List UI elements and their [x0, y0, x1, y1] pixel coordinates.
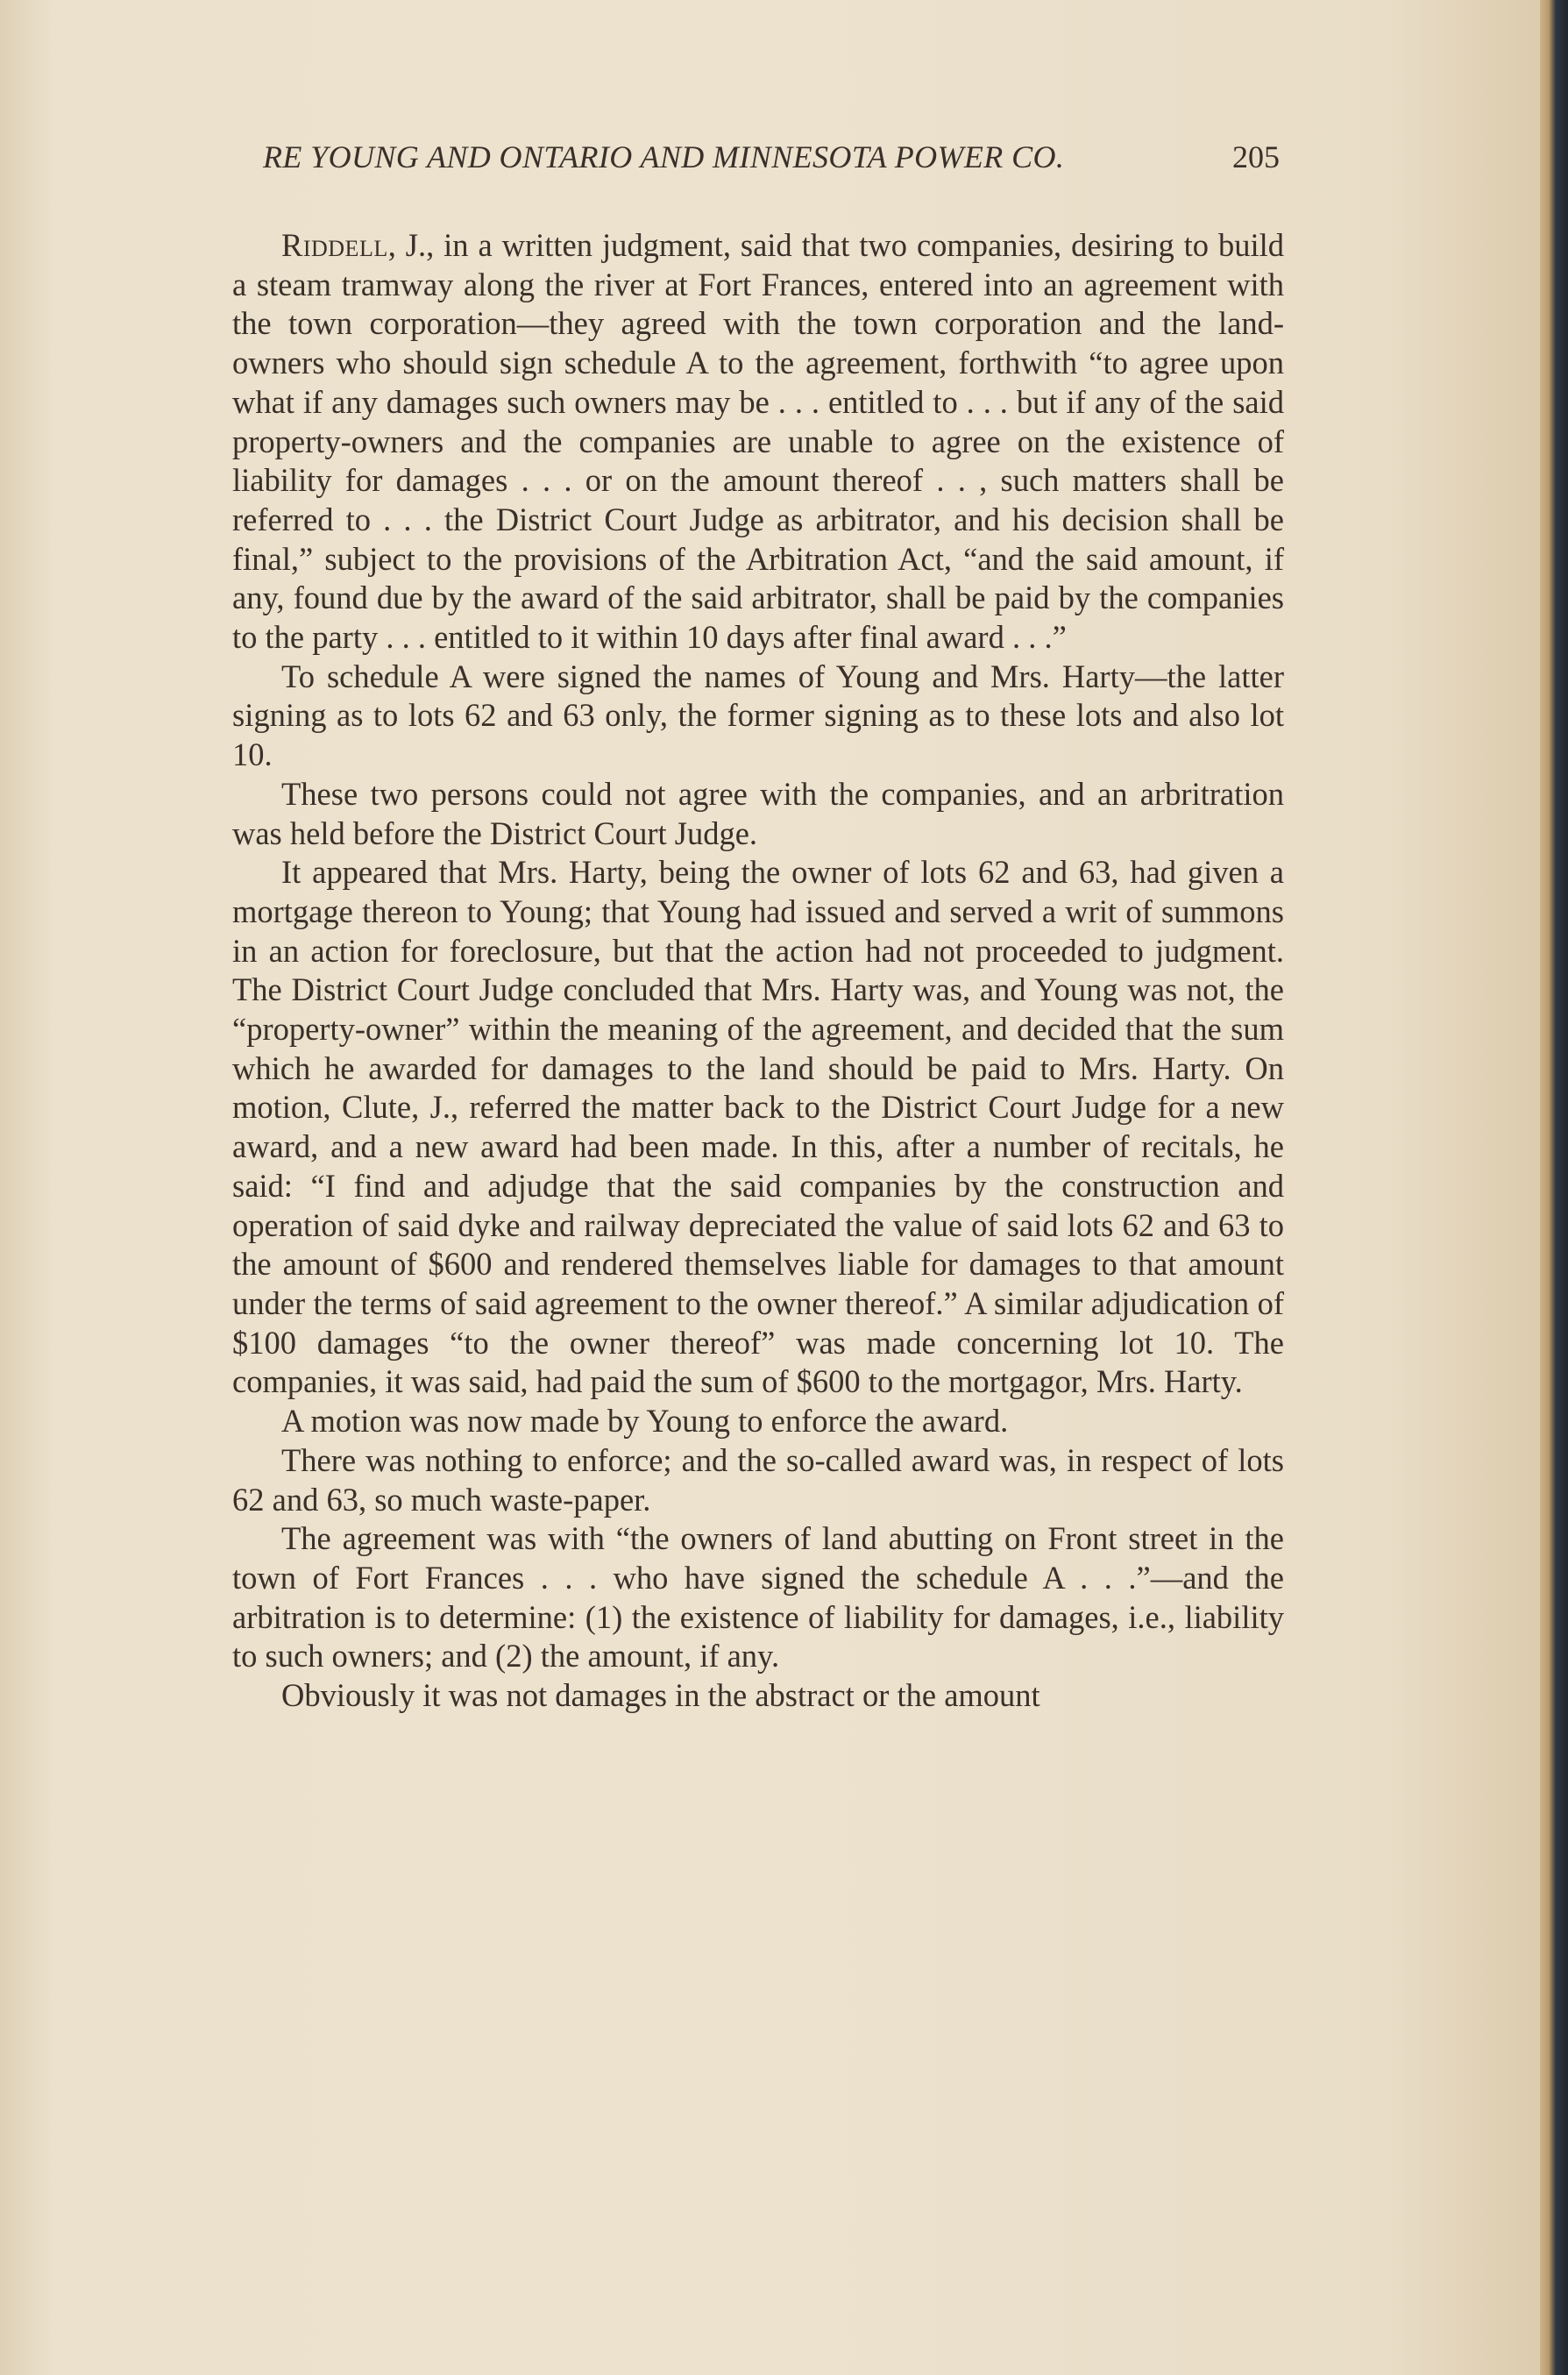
paragraph: It appeared that Mrs. Harty, being the owner of lots 62 and 63, had given a mortgage thereon to Young; that Young had issued and served a writ of summons in an action for foreclosure, but that the action had not proceeded to judgment. The District Court Judge concluded that Mrs. Harty was, and Young was not, the “property-owner” within the meaning of the agreement, and decided that the sum which he awarded for damages to the land should be paid to Mrs. Harty. On motion, Clute, J., referred the matter back to the District Court Judge for a new award, and a new award had been made. In this, after a number of recitals, he said: “I find and adjudge that the said companies by the construction and operation of said dyke and railway depreciated the value of said lots 62 and 63 to the amount of $600 and rendered themselves liable for damages to that amount under the terms of said agreement to the owner thereof.” A similar adjudication of $100 damages “to the owner thereof” was made concerning lot 10. The companies, it was said, had paid the sum of $600 to the mortgagor, Mrs. Harty.	[232, 854, 1284, 1400]
body-text	[232, 226, 1284, 1716]
paragraph	[232, 226, 1284, 658]
page-header	[263, 139, 1280, 188]
page-number: 205	[1232, 139, 1280, 174]
judge-name: Riddell	[281, 227, 388, 263]
page-edge	[1540, 0, 1568, 2375]
paragraph: A motion was now made by Young to enforce the award.	[281, 1403, 1009, 1440]
paragraph: These two persons could not agree with the companies, and an arbritration was held before the District Court Judge.	[232, 775, 1284, 851]
paragraph: There was nothing to enforce; and the so-called award was, in respect of lots 62 and 63, so much waste-paper.	[232, 1441, 1284, 1518]
paragraph: To schedule A were signed the names of Young and Mrs. Harty—the latter signing as to lots 62 and 63 only, the former signing as to these lots and also lot 10.	[232, 658, 1284, 773]
running-title: RE YOUNG AND ONTARIO AND MINNESOTA POWER CO.	[263, 139, 1065, 174]
paragraph: The agreement was with “the owners of land abutting on Front street in the town of Fort Frances . . . who have signed the schedule A . . .”—and the arbitration is to determine: (1) the existence of liability for damages, i.e., liability to such owners; and (2) the amount, if any.	[232, 1520, 1284, 1675]
paragraph-text: , J., in a written judgment, said that two companies, desiring to build a steam tramway along the river at Fort Frances, entered into an agreement with the town corporation—they agreed with the town corporation and the land-owners who should sign schedule A to the agreement, forthwith “to agree upon what if any damages such owners may be . . . entitled to . . . but if any of the said property-owners and the companies are unable to agree on the existence of liability for damages . . . or on the amount thereof . . , such matters shall be referred to . . . the District Court Judge as arbitrator, and his decision shall be final,” subject to the provisions of the Arbitration Act, “and the said amount, if any, found due by the award of the said arbitrator, shall be paid by the companies to the party . . . entitled to it within 10 days after final award . . .”	[232, 227, 1284, 656]
paragraph: Obviously it was not damages in the abstract or the amount	[281, 1677, 1040, 1714]
